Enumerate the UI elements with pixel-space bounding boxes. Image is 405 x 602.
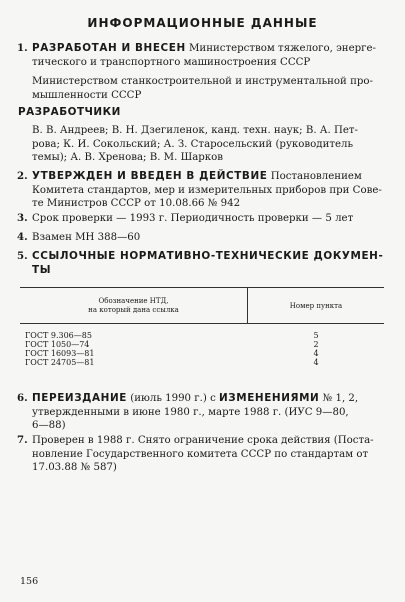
section-6-number: 6. (17, 392, 28, 404)
table-cell-point: 4 (313, 358, 319, 367)
page-number: 156 (20, 576, 39, 587)
section-2-text: Постановлением (267, 171, 362, 182)
section-1-line-1 (32, 42, 384, 56)
section-3-number: 3. (17, 212, 28, 224)
section-4-number: 4. (17, 231, 28, 243)
table-header-rule (20, 323, 384, 324)
table-header-document-line-1: Обозначение НТД, (98, 297, 169, 305)
section-2-number: 2. (17, 170, 28, 182)
section-2-line-1 (32, 170, 384, 184)
table-header-document-line-2: на который дана ссылка (88, 306, 179, 314)
section-1-heading: РАЗРАБОТАН И ВНЕСЕН (32, 42, 186, 54)
section-7-line-2: новление Государственного комитета СССР по стандартам от (32, 448, 369, 460)
table-top-rule (20, 287, 384, 288)
table-row (20, 358, 384, 367)
section-6-heading-2: ИЗМЕНЕНИЯМИ (219, 392, 320, 404)
table-row (20, 340, 384, 349)
page-title: ИНФОРМАЦИОННЫЕ ДАННЫЕ (87, 16, 318, 30)
section-7-number: 7. (17, 434, 28, 446)
reference-table (20, 287, 384, 371)
section-7-line-1: Проверен в 1988 г. Снято ограничение срока действия (Поста- (32, 435, 374, 446)
section-2-line-3: те Министров СССР от 10.08.66 № 942 (32, 198, 241, 209)
table-cell-point: 5 (313, 331, 319, 340)
section-2 (17, 170, 384, 211)
section-1-number: 1. (17, 42, 28, 54)
table-cell-document: ГОСТ 24705—81 (25, 358, 95, 367)
section-1-line-3: Министерством станкостроительной и инструментальной про- (32, 76, 373, 87)
section-1-text: Министерством тяжелого, энерге- (185, 43, 376, 54)
section-6-line-1 (32, 392, 384, 406)
section-3 (17, 212, 384, 226)
developers-list (32, 124, 384, 165)
section-5-number: 5. (17, 250, 28, 262)
section-1-line-2: тического и транспортного машиностроения СССР (32, 56, 311, 68)
developers-heading: РАЗРАБОТЧИКИ (18, 106, 121, 118)
section-6-heading: ПЕРЕИЗДАНИЕ (32, 392, 127, 404)
table-cell-document: ГОСТ 9.306—85 (25, 331, 92, 340)
developers-line-2: рова; К. И. Сокольский; А. З. Старосельский (руководитель (32, 138, 354, 150)
section-7-line-3: 17.03.88 № 587) (32, 462, 117, 473)
table-row (20, 349, 384, 358)
section-1-line-4: мышленности СССР (32, 89, 142, 101)
section-4-text: Взамен МН 388—60 (32, 232, 141, 243)
table-cell-document: ГОСТ 16093—81 (25, 349, 95, 358)
table-cell-document: ГОСТ 1050—74 (25, 340, 90, 349)
section-2-heading: УТВЕРЖДЕН И ВВЕДЕН В ДЕЙСТВИЕ (32, 170, 268, 182)
section-6 (17, 392, 384, 433)
section-1 (17, 42, 384, 102)
section-6-text-2: № 1, 2, (319, 393, 359, 404)
section-6-line-2: утвержденными в июне 1980 г., марте 1988 г. (ИУС 9—80, (32, 406, 349, 418)
section-5-heading: ССЫЛОЧНЫЕ НОРМАТИВНО-ТЕХНИЧЕСКИЕ ДОКУМЕН- (32, 250, 384, 262)
section-3-text: Срок проверки — 1993 г. Периодичность проверки — 5 лет (32, 213, 354, 224)
section-5-heading-cont: ТЫ (32, 263, 52, 276)
table-header-document (20, 297, 247, 315)
section-7 (17, 434, 384, 475)
developers-line-1: В. В. Андреев; В. Н. Дзегиленок, канд. техн. наук; В. А. Пет- (32, 125, 358, 136)
section-4 (17, 231, 384, 245)
section-2-line-2: Комитета стандартов, мер и измерительных приборов при Сове- (32, 184, 382, 196)
section-6-line-3: 6—88) (32, 420, 66, 431)
table-header-point: Номер пункта (289, 302, 343, 310)
developers-line-3: темы); А. В. Хренова; В. М. Шарков (32, 152, 224, 163)
table-cell-point: 2 (313, 340, 319, 349)
table-cell-point: 4 (313, 349, 319, 358)
table-row (20, 331, 384, 340)
section-6-text-1: (июль 1990 г.) с (126, 393, 220, 404)
section-5 (17, 250, 384, 277)
